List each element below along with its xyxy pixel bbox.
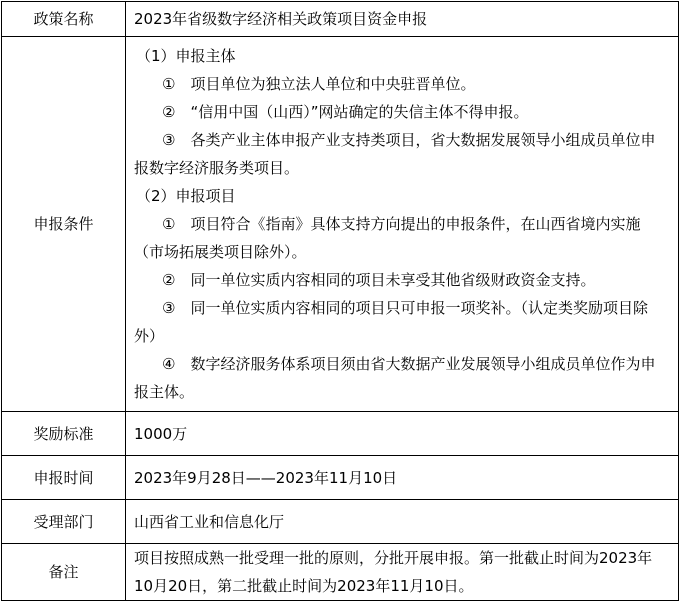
row-note	[2, 544, 679, 601]
note-value: 项目按照成熟一批受理一批的原则，分批开展申报。第一批截止时间为2023年10月20日，第二批截止时间为2023年11月10日。	[126, 544, 679, 601]
reward-value: 1000万	[126, 412, 679, 456]
time-value: 2023年9月28日——2023年11月10日	[126, 456, 679, 500]
row-time	[2, 456, 679, 500]
policy-table	[1, 1, 679, 601]
reward-label: 奖励标准	[2, 412, 126, 456]
applicant-item-1: ① 项目单位为独立法人单位和中央驻晋单位。	[162, 75, 476, 93]
policy-name-label: 政策名称	[2, 2, 126, 37]
section-applicant-heading: （1）申报主体	[136, 47, 236, 65]
applicant-item-3: ③ 各类产业主体申报产业支持类项目，省大数据发展领导小组成员单位申报数字经济服务类项目。	[134, 131, 656, 177]
project-item-4: ④ 数字经济服务体系项目须由省大数据产业发展领导小组成员单位作为申报主体。	[134, 355, 656, 401]
policy-name-value: 2023年省级数字经济相关政策项目资金申报	[126, 2, 679, 37]
row-policy-name	[2, 2, 679, 37]
department-label: 受理部门	[2, 500, 126, 544]
department-value: 山西省工业和信息化厅	[126, 500, 679, 544]
conditions-label: 申报条件	[2, 37, 126, 412]
row-department	[2, 500, 679, 544]
project-item-3: ③ 同一单位实质内容相同的项目只可申报一项奖补。（认定类奖励项目除外）	[134, 299, 648, 345]
row-reward	[2, 412, 679, 456]
applicant-item-2: ② “信用中国（山西）”网站确定的失信主体不得申报。	[162, 103, 529, 121]
project-item-2: ② 同一单位实质内容相同的项目未享受其他省级财政资金支持。	[162, 271, 596, 289]
row-conditions	[2, 37, 679, 412]
section-project-heading: （2）申报项目	[136, 187, 236, 205]
conditions-value	[126, 37, 679, 412]
note-label: 备注	[2, 544, 126, 601]
project-item-1: ① 项目符合《指南》具体支持方向提出的申报条件，在山西省境内实施（市场拓展类项目除外）。	[134, 215, 641, 261]
time-label: 申报时间	[2, 456, 126, 500]
